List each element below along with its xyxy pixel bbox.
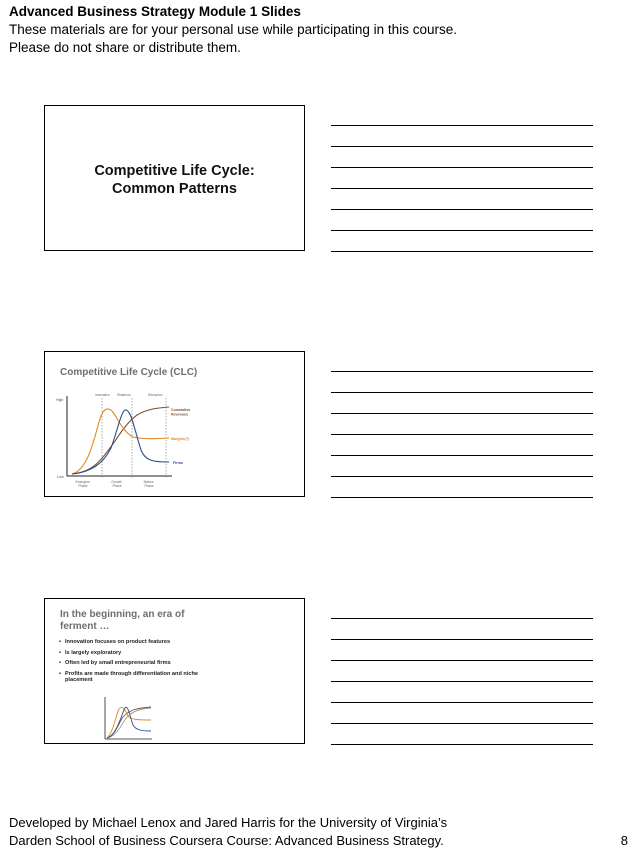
- note-line: [331, 660, 593, 661]
- note-line: [331, 618, 593, 619]
- mature-phase-word: Phase: [144, 484, 154, 488]
- document-title: Advanced Business Strategy Module 1 Slides: [9, 4, 301, 19]
- note-line: [331, 230, 593, 231]
- note-line: [331, 188, 593, 189]
- notes-area-1: [331, 125, 593, 255]
- phase-label-emergent: [76, 480, 91, 488]
- note-line: [331, 251, 593, 252]
- note-line: [331, 167, 593, 168]
- bullet-item: • Is largely exploratory: [59, 650, 205, 657]
- slide-2-title: Competitive Life Cycle (CLC): [60, 367, 198, 378]
- note-line: [331, 744, 593, 745]
- document-footer: [9, 814, 447, 850]
- note-line: [331, 434, 593, 435]
- note-line: [331, 476, 593, 477]
- note-line: [331, 413, 593, 414]
- note-line: [331, 723, 593, 724]
- note-line: [331, 146, 593, 147]
- cumulative-revenues-word-2: Revenues: [171, 412, 188, 417]
- page-number: 8: [620, 833, 628, 848]
- mini-clc-chart: [45, 599, 305, 744]
- series-line-firms: [72, 410, 169, 474]
- note-line: [331, 497, 593, 498]
- note-line: [331, 681, 593, 682]
- emergent-word: Emergent: [75, 480, 90, 484]
- y-low-label: Low: [57, 475, 64, 479]
- document-header: [9, 3, 457, 57]
- slide-3: [44, 598, 305, 744]
- footer-line-1: Developed by Michael Lenox and Jared Harris for the University of Virginia’s: [9, 815, 448, 830]
- bullet-item: • Innovation focuses on product features: [59, 639, 205, 646]
- note-line: [331, 209, 593, 210]
- shakeout-label: Shakeout: [117, 393, 131, 397]
- disruption-label: Disruption: [148, 393, 163, 397]
- mature-word: Mature: [143, 480, 154, 484]
- cumulative-revenues-word-1: Cumulative: [171, 408, 191, 412]
- bullet-item: • Profits are made through differentiation and niche placement: [59, 671, 205, 684]
- y-high-label: High: [56, 398, 64, 402]
- note-line: [331, 392, 593, 393]
- series-label-margins: Margins(?): [171, 437, 190, 441]
- distribution-notice: Please do not share or distribute them.: [9, 40, 241, 55]
- slide-2: [44, 351, 305, 497]
- clc-chart: [45, 352, 305, 497]
- slide-1: [44, 105, 305, 251]
- mini-line-firms: [107, 707, 151, 738]
- growth-word: Growth: [111, 480, 122, 484]
- series-label-firms: Firms: [173, 461, 183, 465]
- note-line: [331, 125, 593, 126]
- slide-1-title-line-2: Common Patterns: [112, 181, 237, 197]
- slide-1-title-line-1: Competitive Life Cycle:: [94, 163, 255, 179]
- notes-area-2: [331, 371, 593, 501]
- innovation-label: Innovation: [95, 393, 110, 397]
- usage-notice: These materials are for your personal use while participating in this course.: [9, 22, 457, 37]
- series-label-cumulative-revenues: [171, 408, 191, 417]
- phase-label-growth: [111, 480, 122, 488]
- bullet-item: • Often led by small entrepreneurial firms: [59, 660, 205, 667]
- note-line: [331, 702, 593, 703]
- emergent-phase-word: Phase: [78, 484, 88, 488]
- series-line-cumulative-revenues: [72, 407, 169, 474]
- footer-line-2: Darden School of Business Coursera Course: Advanced Business Strategy.: [9, 833, 444, 848]
- slide-3-title: In the beginning, an era of ferment …: [60, 609, 185, 632]
- growth-phase-word: Phase: [112, 484, 122, 488]
- note-line: [331, 455, 593, 456]
- phase-label-mature: [144, 480, 155, 488]
- slide-1-title: [45, 162, 304, 198]
- notes-area-3: [331, 618, 593, 748]
- note-line: [331, 639, 593, 640]
- note-line: [331, 371, 593, 372]
